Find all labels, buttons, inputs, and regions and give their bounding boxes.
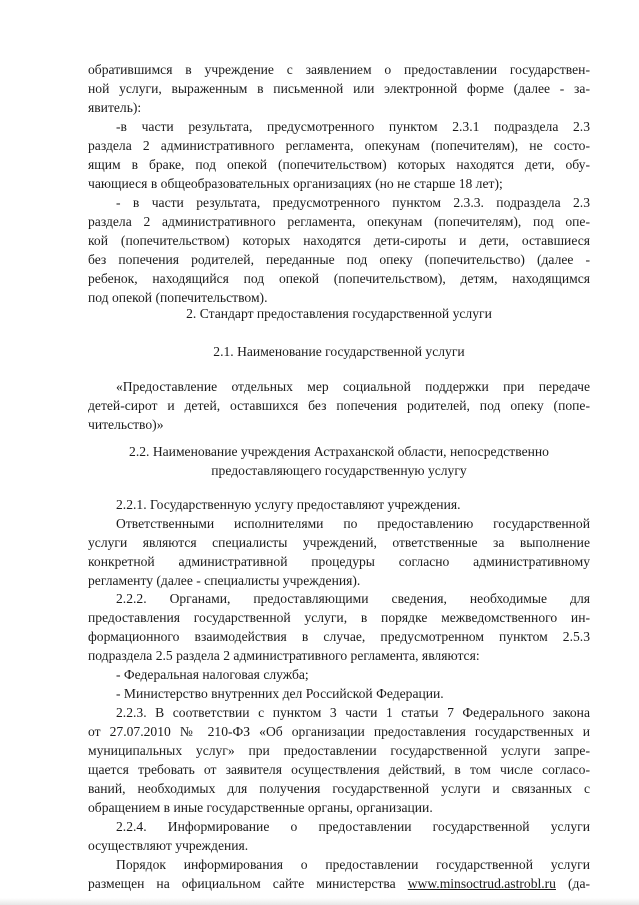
text-line: услуги являются специалисты учреждений, ответственные за выполнение <box>88 535 590 550</box>
scan-edge <box>0 898 639 905</box>
text-line: ваний, необходимых для получения государственной услуги и связанных с <box>88 781 590 796</box>
text-line: 2.2.3. В соответствии с пунктом 3 части 1 статьи 7 Федерального закона <box>116 705 590 720</box>
text-line: - Министерство внутренних дел Российской Федерации. <box>116 686 444 701</box>
text-line: ной услуги, выраженным в письменной или электронной форме (далее - за- <box>88 81 590 96</box>
text-line: кой (попечительством) которых находятся дети-сироты и дети, оставшиеся <box>88 233 590 248</box>
text-line: явитель): <box>88 100 142 115</box>
text-line: Ответственными исполнителями по предоставлению государственной <box>116 516 590 531</box>
service-name-line: чительство)» <box>88 417 164 432</box>
text-line: - в части результата, предусмотренного пунктом 2.3.3. подраздела 2.3 <box>116 195 590 210</box>
text-line: обратившимся в учреждение с заявлением о предоставлении государствен- <box>88 62 590 77</box>
section-2-2-heading: 2.2. Наименование учреждения Астраханской области, непосредственно <box>129 444 549 459</box>
text-line: щается требовать от заявителя осуществления действий, в том числе согласо- <box>88 762 590 777</box>
text-line: предоставления государственной услуги, в порядке межведомственного ин- <box>88 610 590 625</box>
text-line: чающиеся в общеобразовательных организациях (но не старше 18 лет); <box>88 176 503 191</box>
text-line: раздела 2 административного регламента, опекунам (попечителям), не состо- <box>88 138 590 153</box>
section-2-2-heading: предоставляющего государственную услугу <box>211 463 467 478</box>
text-line: 2.2.4. Информирование о предоставлении государственной услуги <box>116 819 590 834</box>
text-line: -в части результата, предусмотренного пунктом 2.3.1 подраздела 2.3 <box>116 119 590 134</box>
text-line: Порядок информирования о предоставлении государственной услуги <box>116 857 590 872</box>
text-fragment: (да- <box>555 876 590 891</box>
text-line: 2.2.1. Государственную услугу предоставляют учреждения. <box>116 497 461 512</box>
text-line: под опекой (попечительством). <box>88 290 268 305</box>
text-line: ящим в браке, под опекой (попечительством) которых находятся дети, обу- <box>88 157 590 172</box>
text-line: - Федеральная налоговая служба; <box>116 667 309 682</box>
text-line: раздела 2 административного регламента, опекунам (попечителям), под опе- <box>88 214 590 229</box>
section-2-heading: 2. Стандарт предоставления государственной услуги <box>186 306 492 321</box>
text-line: без попечения родителей, переданные под опеку (попечительство) (далее - <box>88 252 590 267</box>
text-line: конкретной административной процедуры согласно административному <box>88 554 590 569</box>
text-line: муниципальных услуг» при предоставлении государственной услуги запре- <box>88 743 590 758</box>
text-line: осуществляют учреждения. <box>88 838 249 853</box>
text-line: формационного взаимодействия в случае, предусмотренном пунктом 2.5.3 <box>88 629 590 644</box>
text-line: подраздела 2.5 раздела 2 административного регламента, являются: <box>88 648 480 663</box>
service-name-line: «Предоставление отдельных мер социальной поддержки при передаче <box>116 379 590 394</box>
text-line: регламенту (далее - специалисты учреждения). <box>88 573 361 588</box>
text-line: ребенок, находящийся под опекой (попечительством), детям, находящимся <box>88 271 590 286</box>
text-fragment: размещен на официальном сайте министерства <box>88 876 408 891</box>
text-line-with-link <box>88 874 590 893</box>
ministry-website-link[interactable]: www.minsoctrud.astrobl.ru <box>407 876 556 891</box>
service-name-line: детей-сирот и детей, оставшихся без попечения родителей, под опеку (попе- <box>88 398 590 413</box>
text-line: обращением в иные государственные органы, организации. <box>88 800 433 815</box>
section-2-1-heading: 2.1. Наименование государственной услуги <box>213 344 465 359</box>
text-line: 2.2.2. Органами, предоставляющими сведения, необходимые для <box>116 591 590 606</box>
text-line: от 27.07.2010 № 210-ФЗ «Об организации предоставления государственных и <box>88 724 590 739</box>
